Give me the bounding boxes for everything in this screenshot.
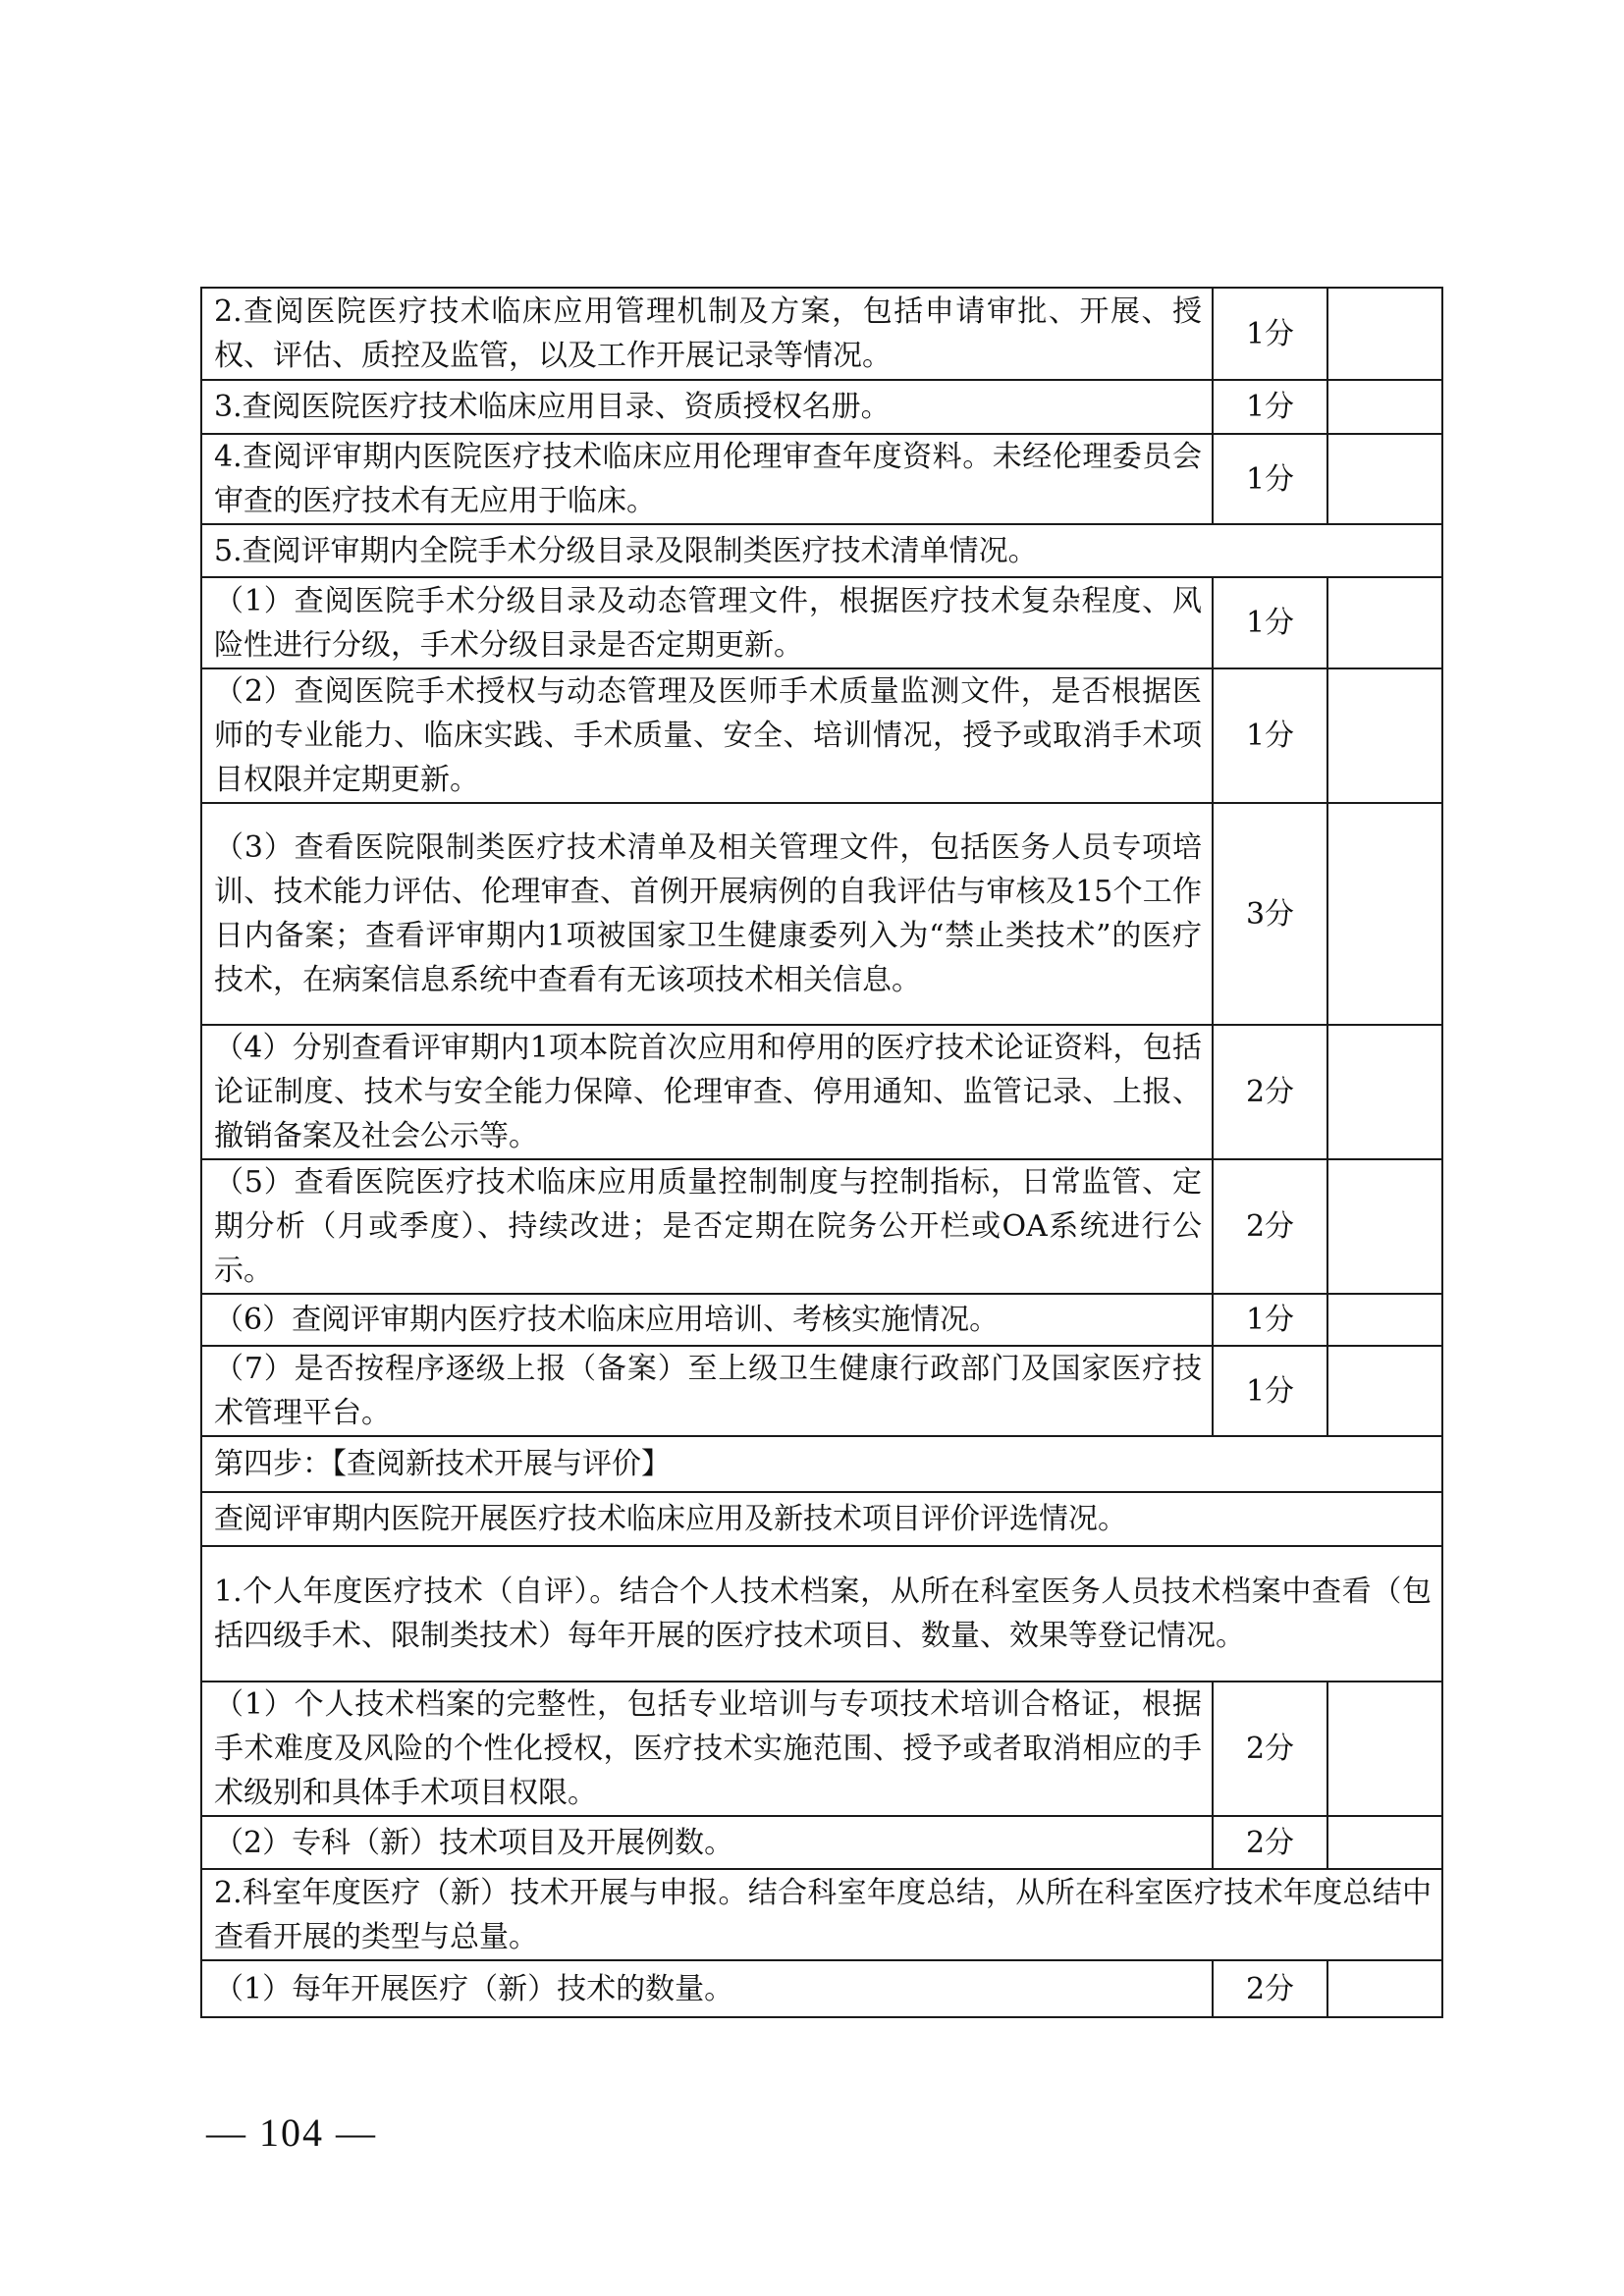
- criterion-cell: （1）每年开展医疗（新）技术的数量。: [201, 1960, 1213, 2017]
- blank-score-cell: [1327, 1682, 1442, 1816]
- score-cell: 1分: [1213, 668, 1327, 803]
- page-number: — 104 —: [206, 2110, 377, 2155]
- blank-score-cell: [1327, 1960, 1442, 2017]
- blank-score-cell: [1327, 434, 1442, 524]
- score-cell: 2分: [1213, 1159, 1327, 1294]
- section-heading-cell: 5.查阅评审期内全院手术分级目录及限制类医疗技术清单情况。: [201, 524, 1442, 577]
- criterion-cell: （5）查看医院医疗技术临床应用质量控制制度与控制指标，日常监管、定期分析（月或季度）、持续改进；是否定期在院务公开栏或OA系统进行公示。: [201, 1159, 1213, 1294]
- blank-score-cell: [1327, 668, 1442, 803]
- score-cell: 1分: [1213, 434, 1327, 524]
- criterion-cell: （6）查阅评审期内医疗技术临床应用培训、考核实施情况。: [201, 1294, 1213, 1346]
- table-row: [201, 1294, 1442, 1346]
- table-row: [201, 1682, 1442, 1816]
- scoring-table-body: [201, 288, 1442, 2017]
- table-row: [201, 434, 1442, 524]
- blank-score-cell: [1327, 1159, 1442, 1294]
- score-cell: 2分: [1213, 1025, 1327, 1159]
- criterion-cell: 2.查阅医院医疗技术临床应用管理机制及方案，包括申请审批、开展、授权、评估、质控及监管，以及工作开展记录等情况。: [201, 288, 1213, 380]
- criterion-cell: （4）分别查看评审期内1项本院首次应用和停用的医疗技术论证资料，包括论证制度、技术与安全能力保障、伦理审查、停用通知、监管记录、上报、撤销备案及社会公示等。: [201, 1025, 1213, 1159]
- criterion-cell: 4.查阅评审期内医院医疗技术临床应用伦理审查年度资料。未经伦理委员会审查的医疗技术有无应用于临床。: [201, 434, 1213, 524]
- score-cell: 2分: [1213, 1960, 1327, 2017]
- blank-score-cell: [1327, 1816, 1442, 1869]
- score-cell: 2分: [1213, 1816, 1327, 1869]
- score-cell: 1分: [1213, 1346, 1327, 1436]
- table-row: [201, 1816, 1442, 1869]
- table-row: [201, 1346, 1442, 1436]
- table-row: [201, 668, 1442, 803]
- blank-score-cell: [1327, 1025, 1442, 1159]
- score-cell: 1分: [1213, 380, 1327, 434]
- table-row: [201, 577, 1442, 668]
- table-section-row: [201, 1436, 1442, 1492]
- table-row: [201, 288, 1442, 380]
- table-section-row: [201, 1492, 1442, 1546]
- blank-score-cell: [1327, 380, 1442, 434]
- score-cell: 3分: [1213, 803, 1327, 1025]
- table-row: [201, 1025, 1442, 1159]
- blank-score-cell: [1327, 577, 1442, 668]
- criterion-cell: 3.查阅医院医疗技术临床应用目录、资质授权名册。: [201, 380, 1213, 434]
- criterion-cell: （1）个人技术档案的完整性，包括专业培训与专项技术培训合格证，根据手术难度及风险的个性化授权，医疗技术实施范围、授予或者取消相应的手术级别和具体手术项目权限。: [201, 1682, 1213, 1816]
- score-cell: 2分: [1213, 1682, 1327, 1816]
- section-heading-cell: 2.科室年度医疗（新）技术开展与申报。结合科室年度总结，从所在科室医疗技术年度总结中查看开展的类型与总量。: [201, 1869, 1442, 1960]
- criterion-cell: （3）查看医院限制类医疗技术清单及相关管理文件，包括医务人员专项培训、技术能力评估、伦理审查、首例开展病例的自我评估与审核及15个工作日内备案；查看评审期内1项被国家卫生健康委列入为“禁止类技术”的医疗技术，在病案信息系统中查看有无该项技术相关信息。: [201, 803, 1213, 1025]
- score-cell: 1分: [1213, 577, 1327, 668]
- table-row: [201, 803, 1442, 1025]
- section-heading-cell: 查阅评审期内医院开展医疗技术临床应用及新技术项目评价评选情况。: [201, 1492, 1442, 1546]
- blank-score-cell: [1327, 1346, 1442, 1436]
- table-row: [201, 1159, 1442, 1294]
- blank-score-cell: [1327, 288, 1442, 380]
- criterion-cell: （1）查阅医院手术分级目录及动态管理文件，根据医疗技术复杂程度、风险性进行分级，手术分级目录是否定期更新。: [201, 577, 1213, 668]
- section-heading-cell: 第四步：【查阅新技术开展与评价】: [201, 1436, 1442, 1492]
- scoring-table: [200, 287, 1443, 2018]
- criterion-cell: （7）是否按程序逐级上报（备案）至上级卫生健康行政部门及国家医疗技术管理平台。: [201, 1346, 1213, 1436]
- section-heading-cell: 1.个人年度医疗技术（自评）。结合个人技术档案，从所在科室医务人员技术档案中查看（包括四级手术、限制类技术）每年开展的医疗技术项目、数量、效果等登记情况。: [201, 1546, 1442, 1682]
- criterion-cell: （2）专科（新）技术项目及开展例数。: [201, 1816, 1213, 1869]
- score-cell: 1分: [1213, 1294, 1327, 1346]
- table-row: [201, 1960, 1442, 2017]
- table-section-row: [201, 1869, 1442, 1960]
- score-cell: 1分: [1213, 288, 1327, 380]
- table-section-row: [201, 524, 1442, 577]
- table-section-row: [201, 1546, 1442, 1682]
- blank-score-cell: [1327, 803, 1442, 1025]
- blank-score-cell: [1327, 1294, 1442, 1346]
- table-row: [201, 380, 1442, 434]
- criterion-cell: （2）查阅医院手术授权与动态管理及医师手术质量监测文件，是否根据医师的专业能力、临床实践、手术质量、安全、培训情况，授予或取消手术项目权限并定期更新。: [201, 668, 1213, 803]
